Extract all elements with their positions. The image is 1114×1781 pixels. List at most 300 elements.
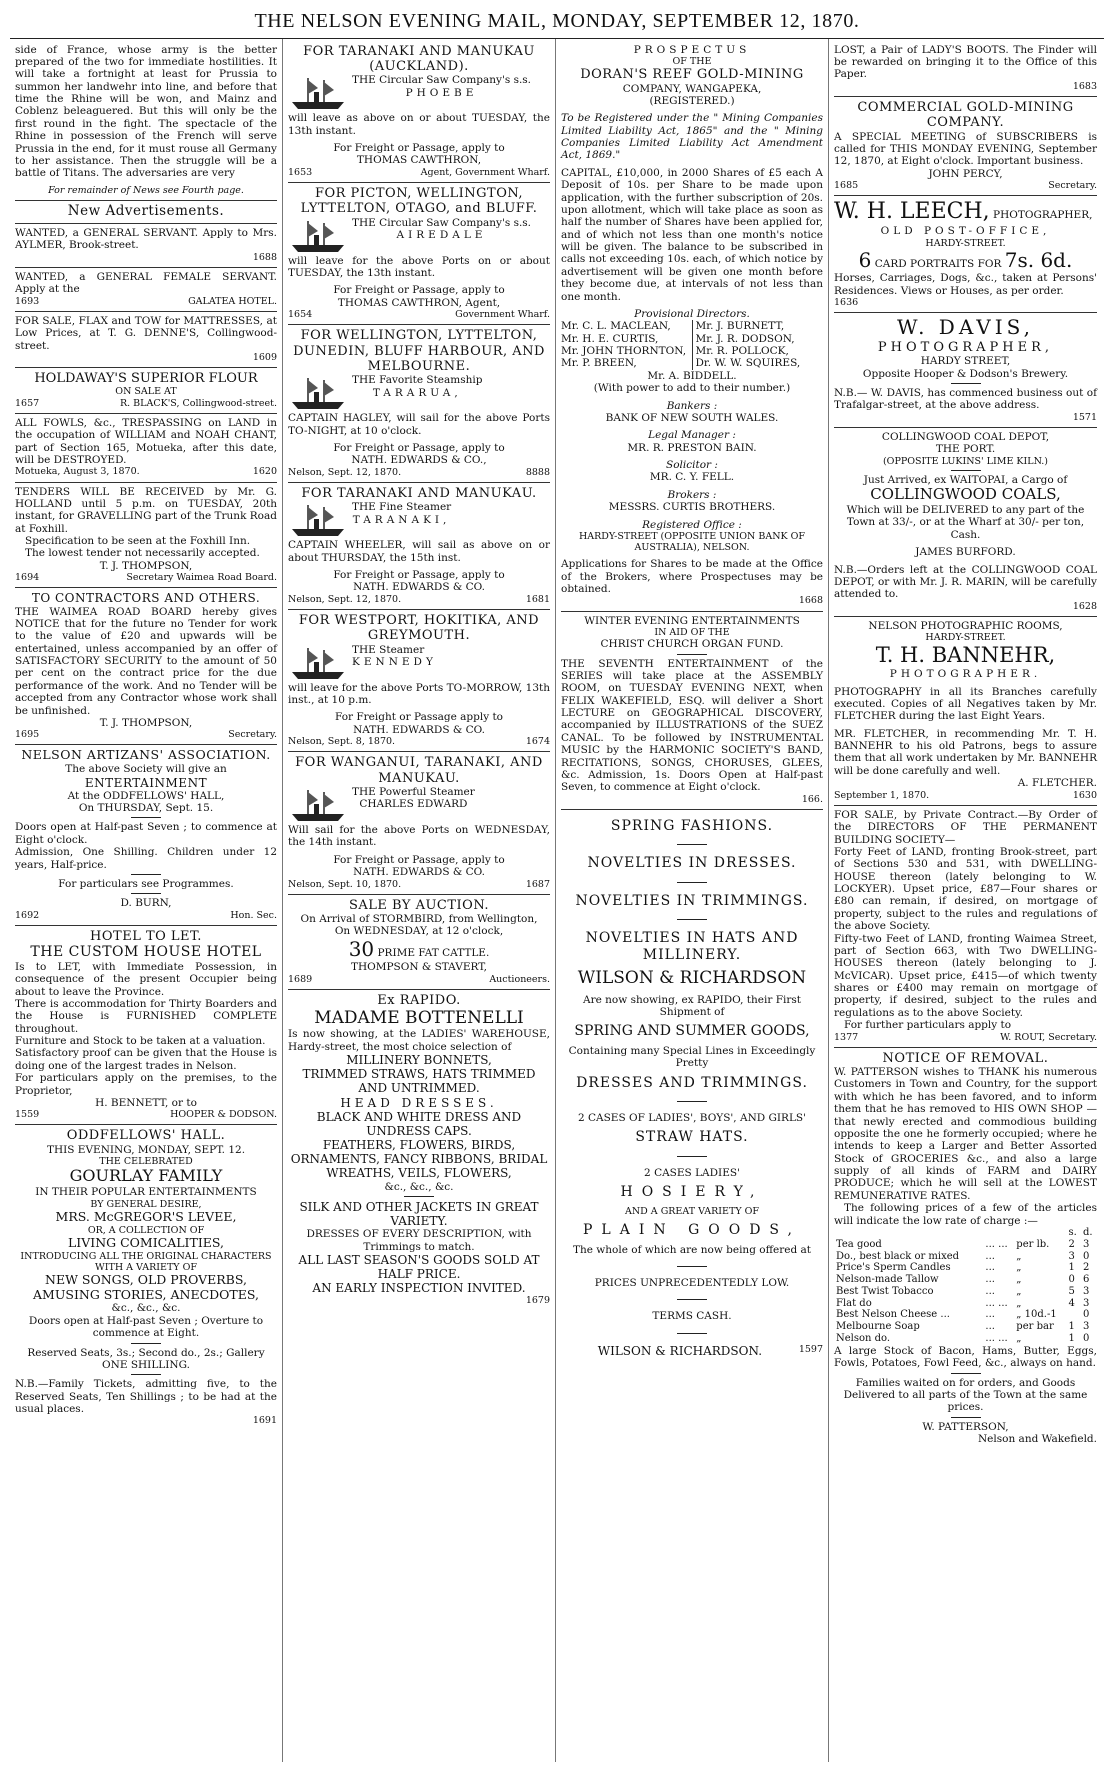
price-dots: ... ... [985, 1238, 1008, 1250]
contractors-role: Secretary. [228, 729, 277, 741]
charles-ship: CHARLES EDWARD [359, 798, 468, 811]
ad-kennedy [288, 610, 550, 752]
taranaki-intro: THE Fine Steamer [352, 501, 452, 514]
kennedy-text: will leave for the above Ports TO-MORROW, 13th inst., at 10 p.m. [288, 681, 550, 707]
phoebe-text: will leave as above on or about TUESDAY, the 13th instant. [288, 112, 550, 137]
boots-text: LOST, a Pair of LADY'S BOOTS. The Finder will be rewarded on bringing it to the Office of this Paper. [834, 43, 1097, 81]
price-unit: „ [1016, 1250, 1022, 1262]
oddfellows-l10: WITH A VARIETY OF [95, 1261, 197, 1273]
ad-number: 1653 [288, 166, 313, 178]
directors-power: (With power to add to their number.) [593, 382, 791, 395]
artizans-l1: The above Society will give an [65, 763, 227, 776]
tararua-title: FOR WELLINGTON, LYTTELTON, DUNEDIN, BLUFF HARBOUR, AND MELBOURNE. [293, 328, 545, 374]
oddfellows-l15: Reserved Seats, 3s.; Second do., 2s.; Gallery [27, 1346, 265, 1359]
fowls-date: Motueka, August 3, 1870. [15, 466, 140, 478]
director: Mr. R. POLLOCK, [695, 345, 789, 357]
columns [10, 38, 1104, 1762]
ad-commercial [834, 97, 1097, 196]
wilson-l10: STRAW HATS. [635, 1129, 749, 1146]
ad-artizans [15, 745, 277, 925]
ad-prospectus [561, 41, 823, 612]
price-row [834, 1321, 1097, 1333]
hotel-title: HOTEL TO LET. [90, 928, 202, 944]
price-row [834, 1239, 1097, 1251]
female-servant-text: WANTED, a GENERAL FEMALE SERVANT. Apply at the [15, 270, 277, 296]
price-dots: ... [985, 1321, 995, 1333]
commercial-role: Secretary. [1048, 180, 1097, 192]
price-item: Tea good [836, 1238, 882, 1250]
price-dots: ... ... [985, 1333, 1008, 1345]
tararua-intro: THE Favorite Steamship [352, 374, 483, 387]
oddfellows-l17: N.B.—Family Tickets, admitting five, to the Reserved Seats, Ten Shillings ; to be had at the usual places. [15, 1378, 277, 1416]
auction-agent: THOMPSON & STAVERT, [350, 961, 488, 974]
rapido-l4: BLACK AND WHITE DRESS AND UNDRESS CAPS. [316, 1109, 522, 1138]
tenders-text: TENDERS WILL BE RECEIVED by Mr. G. HOLLAND until 5 p.m. on TUESDAY, 20th instant, for GRAVELLING part of the Trunk Road at Foxhill. [15, 485, 277, 535]
rapido-l9: ALL LAST SEASON'S GOODS SOLD AT HALF PRICE. [298, 1252, 540, 1282]
ad-number: 1691 [252, 1415, 277, 1427]
news-text: side of France, whose army is the better prepared of the two for immediate hostilities. It will take a fortnight at least for Prussia to summon her landwehr into line, and before that time the Rhine will be won, and Mainz and Coblenz beleaguered. But this will only be the first round in the fight. The spectacle of the Rhine in possession of the French will serve Prussia in the end, for it must rouse all Germany to her assistance. Then the struggle will be a battle of Titans. The adversaries are very [15, 43, 277, 180]
ad-davis [834, 313, 1097, 428]
charles-title: FOR WANGANUI, TARANAKI, AND MANUKAU. [295, 755, 543, 786]
ad-number: 8888 [525, 466, 550, 478]
price-row [834, 1251, 1097, 1263]
artizans-admission: Admission, One Shilling. Children under 12 years, Half-price. [15, 846, 277, 871]
price-row [834, 1286, 1097, 1298]
price-d: 6 [1082, 1274, 1090, 1286]
wilson-l6: SPRING AND SUMMER GOODS, [574, 1023, 810, 1040]
kennedy-ship: KENNEDY [352, 656, 437, 669]
price-dots: ... [985, 1262, 995, 1274]
oddfellows-l1: THIS EVENING, MONDAY, SEPT. 12. [46, 1143, 246, 1156]
rapido-l7: SILK AND OTHER JACKETS IN GREAT VARIETY. [299, 1199, 539, 1229]
steamship-icon [288, 501, 348, 539]
removal-sign1: W. PATTERSON, [922, 1420, 1009, 1433]
taranaki-text: CAPTAIN WHEELER, will sail as above on or about THURSDAY, the 15th inst. [288, 539, 550, 564]
phoebe-role: Agent, Government Wharf. [420, 166, 550, 178]
rapido-intro: Is now showing, at the LADIES' WAREHOUSE, Hardy-street, the most choice selection of [288, 1028, 550, 1053]
tararua-text: CAPTAIN HAGLEY, will sail for the above Ports TO-NIGHT, at 10 o'clock. [288, 412, 550, 437]
hotel-p3: Furniture and Stock to be taken at a valuation. [15, 1035, 266, 1048]
director-last: Mr. A. BIDDELL. [647, 369, 737, 382]
artizans-role: Hon. Sec. [230, 909, 277, 921]
remainder-note: For remainder of News see Fourth page. [48, 184, 244, 196]
bannehr-date: September 1, 1870. [834, 789, 930, 801]
rapido-l2: TRIMMED STRAWS, HATS TRIMMED AND UNTRIMMED. [302, 1067, 536, 1096]
price-dots: ... ... [985, 1297, 1008, 1309]
oddfellows-l11: NEW SONGS, OLD PROVERBS, [45, 1271, 247, 1287]
fowls-text: ALL FOWLS, &c., TRESPASSING on LAND in the occupation of WILLIAM and NOAH CHANT, part of Section 165, Motueka, after this date, will be DESTROYED. [15, 416, 277, 466]
price-d: 3 [1082, 1238, 1090, 1250]
price-unit: „ [1016, 1274, 1022, 1286]
ad-number: 1695 [15, 729, 40, 741]
director: Mr. P. BREEN, [561, 357, 637, 370]
wilson-l16: PRICES UNPRECEDENTEDLY LOW. [594, 1276, 790, 1289]
wilson-l15: The whole of which are now being offered at [572, 1243, 812, 1256]
ad-number: 1679 [525, 1295, 550, 1307]
ad-tenders [15, 483, 277, 589]
price-d: 2 [1082, 1262, 1090, 1274]
rapido-l6: &c., &c., &c. [384, 1180, 454, 1193]
davis-title: W. DAVIS, [897, 315, 1034, 340]
auction-qty: 30 [348, 936, 375, 961]
brokers: MESSRS. CURTIS BROTHERS. [608, 501, 776, 514]
airedale-apply: For Freight or Passage, apply to [333, 284, 505, 297]
hotel-name: GALATEA HOTEL. [188, 295, 277, 307]
phoebe-ship: PHOEBE [405, 86, 478, 99]
price-row [834, 1274, 1097, 1286]
tararua-apply: For Freight or Passage, apply to [333, 442, 505, 455]
price-d: 0 [1082, 1333, 1090, 1345]
oddfellows-l16: ONE SHILLING. [102, 1358, 190, 1371]
phoebe-title: FOR TARANAKI AND MANUKAU (AUCKLAND). [303, 43, 535, 74]
ad-number: 1668 [798, 595, 823, 607]
ad-flax [15, 312, 277, 368]
wilson-l13: AND A GREAT VARIETY OF [625, 1205, 759, 1217]
wilson-name: WILSON & RICHARDSON [577, 968, 807, 989]
rapido-title: Ex RAPIDO. [377, 993, 461, 1008]
oddfellows-l13: &c., &c., &c. [111, 1302, 181, 1315]
price-unit: „ [1016, 1262, 1022, 1274]
hotel-p1: Is to LET, with Immediate Possession, in consequence of the present Occupier being about to leave the Province. [15, 960, 277, 998]
ad-lost-boots [834, 41, 1097, 97]
prospectus-title: DORAN'S REEF GOLD-MINING [580, 67, 804, 83]
ad-number: 1628 [1072, 600, 1097, 612]
bannehr-sign: A. FLETCHER. [1017, 777, 1097, 790]
director: Mr. H. E. CURTIS, [561, 332, 659, 345]
airedale-agent: THOMAS CAWTHRON, Agent, [337, 296, 501, 309]
section-title: New Advertisements. [15, 201, 277, 224]
auction-l1: On Arrival of STORMBIRD, from Wellington, [300, 913, 538, 926]
airedale-intro: THE Circular Saw Company's s.s. [352, 216, 532, 229]
oddfellows-l2: THE CELEBRATED [99, 1156, 193, 1168]
charles-apply: For Freight or Passage, apply to [333, 853, 505, 866]
price-d: 3 [1082, 1297, 1090, 1309]
price-item: Nelson do. [836, 1333, 891, 1345]
bannehr-l1: NELSON PHOTOGRAPHIC ROOMS, [868, 619, 1063, 632]
ad-number: 1689 [288, 973, 313, 985]
ad-number: 1692 [15, 909, 40, 921]
price-dots: ... [985, 1274, 995, 1286]
price-item: Best Twist Tobacco [836, 1285, 934, 1297]
ad-building-society [834, 806, 1097, 1048]
ad-auction [288, 895, 550, 990]
column-1 [10, 39, 283, 1762]
leech-text: Horses, Carriages, Dogs, &c., taken at Persons' Residences. Views or Houses, as per order. [834, 272, 1097, 297]
director: Mr. J. BURNETT, [695, 320, 785, 333]
wilson-l8: DRESSES AND TRIMMINGS. [576, 1074, 808, 1091]
ad-number: 1683 [1072, 80, 1097, 92]
commercial-name: JOHN PERCY, [928, 167, 1003, 180]
removal-stock: A large Stock of Bacon, Hams, Butter, Eggs, Fowls, Potatoes, Fowl Feed, &c., always on hand. [834, 1344, 1097, 1370]
brokers-title: Brokers : [667, 488, 717, 501]
prospectus-capital: CAPITAL, £10,000, in 2000 Shares of £5 each A Deposit of 10s. per Share to be made upon application, with the further subscription of 20s. upon allotment, which will take place as soon as half the number of Shares have been applied for, and of which not less than one month's notice will be given. The balance to be subscribed in calls not exceeding 10s. each, of which notice by advertisement will be given one month before they become due, at intervals of not less than one month. [561, 166, 823, 303]
ad-number: 1657 [15, 397, 40, 409]
auction-l3: PRIME FAT CATTLE. [377, 946, 490, 959]
price-item: Best Nelson Cheese ... [836, 1309, 950, 1321]
holdaway-sub: ON SALE AT [115, 386, 177, 398]
wilson-l14: PLAIN GOODS, [583, 1222, 801, 1239]
price-unit: „ [1016, 1297, 1022, 1309]
price-s: 2 [1068, 1238, 1075, 1250]
director: Mr. J. R. DODSON, [695, 332, 795, 345]
removal-sign2: Nelson and Wakefield. [977, 1433, 1097, 1446]
sale-p3: For further particulars apply to [844, 1019, 1012, 1032]
hotel-n2: HOOPER & DODSON. [170, 1109, 277, 1121]
oddfellows-title: ODDFELLOWS' HALL. [66, 1128, 226, 1144]
taranaki-place: Nelson, Sept. 12, 1870. [288, 593, 402, 605]
price-item: Nelson-made Tallow [836, 1274, 939, 1286]
column-2 [283, 39, 556, 1762]
director: Mr. C. L. MACLEAN, [561, 320, 671, 333]
price-dots: ... [985, 1285, 995, 1297]
hotel-name: THE CUSTOM HOUSE HOTEL [30, 944, 262, 961]
taranaki-ship: TARANAKI, [352, 513, 451, 526]
artizans-title: NELSON ARTIZANS' ASSOCIATION. [21, 747, 271, 763]
prospectus-reg: (REGISTERED.) [649, 94, 735, 107]
oddfellows-l14: Doors open at Half-past Seven ; Overture to commence at Eight. [28, 1314, 264, 1340]
bannehr-p2: MR. FLETCHER, in recommending Mr. T. H. BANNEHR to his old Patrons, begs to assure them that all work undertaken by Mr. BANNEHR will be done carefully and well. [834, 727, 1097, 777]
taranaki-agent: NATH. EDWARDS & CO. [353, 581, 485, 594]
ad-wilson-richardson [561, 810, 823, 1362]
ad-number: 1636 [834, 297, 859, 309]
price-s: 0 [1068, 1274, 1075, 1286]
wilson-l18: WILSON & RICHARDSON. [597, 1343, 763, 1358]
taranaki-apply: For Freight or Passage, apply to [333, 569, 505, 582]
ad-number: 1559 [15, 1109, 40, 1121]
leech-title: W. H. LEECH, [834, 199, 990, 225]
oddfellows-l9: INTRODUCING ALL THE ORIGINAL CHARACTERS [20, 1250, 272, 1262]
steamship-icon [288, 217, 348, 255]
ad-taranaki [288, 483, 550, 610]
ad-oddfellows [15, 1125, 277, 1430]
winter-l1: WINTER EVENING ENTERTAINMENTS [584, 614, 800, 627]
wilson-l2: NOVELTIES IN DRESSES. [587, 855, 797, 872]
ad-number: 1377 [834, 1031, 859, 1043]
phoebe-intro: THE Circular Saw Company's s.s. [352, 74, 532, 87]
steamship-icon [288, 786, 348, 824]
price-unit: „ [1016, 1333, 1022, 1345]
removal-text: W. PATTERSON wishes to THANK his numerous Customers in Town and Country, for the support with which he has been favored, and to inform them that he has removed to HIS OWN SHOP — that newly erected and commodious building opposite the one he formerly occupied; where he intends to keep a Larger and Better Assorted Stock of GROCERIES &c., and also a large supply of all kinds of FARM and DAIRY PRODUCE; which he will sell at the LOWEST REMUNERATIVE RATES. [834, 1066, 1097, 1202]
kennedy-agent: NATH. EDWARDS & CO. [353, 723, 485, 736]
contractors-text: THE WAIMEA ROAD BOARD hereby gives NOTICE that for the future no Tender for work to the value of £20 and upwards will be entertained, unless accompanied by an offer of SATISFACTORY SECURITY to the amount of 50 per cent on the contract price for the due performance of the work. And no Tender will be accepted from any Contractor whose work shall be unfinished. [15, 605, 277, 717]
bannehr-l2: HARDY-STREET. [925, 632, 1006, 644]
tararua-place: Nelson, Sept. 12, 1870. [288, 466, 402, 478]
oddfellows-l3: GOURLAY FAMILY [69, 1166, 223, 1186]
price-s [1067, 1309, 1081, 1321]
charles-intro: THE Powerful Steamer [352, 786, 475, 799]
price-d: 3 [1082, 1321, 1090, 1333]
wilson-l1: SPRING FASHIONS. [610, 817, 774, 834]
ad-airedale [288, 183, 550, 325]
charles-place: Nelson, Sept. 10, 1870. [288, 878, 402, 890]
ad-number: 1597 [798, 1343, 823, 1355]
rapido-l3: HEAD DRESSES. [340, 1095, 498, 1110]
charles-agent: NATH. EDWARDS & CO. [353, 866, 485, 879]
airedale-role: Government Wharf. [455, 309, 550, 321]
price-head-s: s. [1068, 1226, 1077, 1238]
price-s: 5 [1068, 1285, 1075, 1297]
prospectus-l2: OF THE [672, 55, 712, 67]
kennedy-place: Nelson, Sept. 8, 1870. [288, 736, 396, 748]
wilson-l5: Are now showing, ex RAPIDO, their First Shipment of [583, 993, 801, 1018]
tararua-ship: TARARUA, [372, 386, 462, 399]
price-item: Melbourne Soap [836, 1321, 920, 1333]
removal-text2: The following prices of a few of the articles will indicate the low rate of charge :— [834, 1202, 1097, 1227]
ad-number: 1630 [1072, 789, 1097, 801]
taranaki-title: FOR TARANAKI AND MANUKAU. [301, 486, 537, 501]
price-s: 1 [1068, 1333, 1075, 1345]
tenders-role: Secretary Waimea Road Board. [126, 572, 277, 584]
winter-l3: CHRIST CHURCH ORGAN FUND. [600, 638, 784, 651]
servant-text: WANTED, a GENERAL SERVANT. Apply to Mrs. AYLMER, Brook-street. [15, 226, 277, 252]
airedale-text: will leave for the above Ports on or about TUESDAY, the 13th instant. [288, 254, 550, 279]
artizans-l4: On THURSDAY, Sept. 15. [78, 802, 214, 815]
price-s: 1 [1068, 1321, 1075, 1333]
price-unit: per bar [1016, 1321, 1054, 1333]
price-dots: ... [985, 1250, 995, 1262]
sale-p2: Fifty-two Feet of LAND, fronting Waimea Street, part of Section 663, with Two DWELLING-HOUSES thereon (lately belonging to J. McVICAR). Upset price, £415—of which twenty shares or £400 may remain on mortgage of property, if desired, subject to the rules and regulations as to the above Society. [834, 932, 1097, 1019]
removal-title: NOTICE OF REMOVAL. [882, 1050, 1049, 1066]
winter-l2: IN AID OF THE [654, 626, 730, 638]
wilson-l11: 2 CASES LADIES' [644, 1166, 740, 1179]
directors-title: Provisional Directors. [634, 307, 750, 320]
ad-number: 1681 [525, 593, 550, 605]
ad-bannehr [834, 617, 1097, 806]
flax-text: FOR SALE, FLAX and TOW for MATTRESSES, at Low Prices, at T. G. DENNE'S, Collingwood-street. [15, 314, 277, 352]
charles-text: Will sail for the above Ports on WEDNESDAY, the 14th instant. [288, 824, 550, 849]
ad-contractors [15, 588, 277, 745]
airedale-ship: AIREDALE [396, 228, 487, 241]
ad-tararua [288, 325, 550, 483]
ad-holdaway [15, 368, 277, 414]
prospectus-intro: To be Registered under the " Mining Companies Limited Liability Act, 1865" and the " Mining Companies Limited Liability Act Amendment Act, 1869." [561, 112, 823, 162]
artizans-l3: At the ODDFELLOWS' HALL, [67, 789, 225, 802]
ad-charles-edward [288, 752, 550, 894]
oddfellows-l4: IN THEIR POPULAR ENTERTAINMENTS [35, 1186, 257, 1199]
prospectus-l1: PROSPECTUS [633, 43, 751, 56]
contractors-name: T. J. THOMPSON, [99, 716, 193, 729]
ad-hotel [15, 926, 277, 1126]
price-list [834, 1227, 1097, 1345]
price-s: 1 [1068, 1262, 1075, 1274]
steamship-icon [288, 374, 348, 412]
ad-number: 1687 [525, 878, 550, 890]
prospectus-apply: Applications for Shares to be made at the Office of the Brokers, where Prospectuses may be obtained. [561, 558, 823, 596]
column-3 [556, 39, 829, 1762]
coal-l3: (OPPOSITE LUKINS' LIME KILN.) [882, 455, 1049, 467]
auction-title: SALE BY AUCTION. [348, 897, 490, 913]
masthead: THE NELSON EVENING MAIL, MONDAY, SEPTEMBER 12, 1870. [254, 10, 860, 32]
leech-price-mid: CARD PORTRAITS FOR [874, 257, 1002, 270]
price-d: 3 [1082, 1285, 1090, 1297]
artizans-name: D. BURN, [120, 897, 172, 910]
wilson-l4: NOVELTIES IN HATS AND MILLINERY. [585, 930, 799, 963]
hotel-p2: There is accommodation for Thirty Boarders and the House is FURNISHED COMPLETE throughout. [15, 997, 277, 1035]
coal-l6: Which will be DELIVERED to any part of the Town at 33/-, or at the Wharf at 30/- per ton, Cash. [846, 504, 1085, 541]
coal-name: JAMES BURFORD. [915, 546, 1016, 559]
hotel-p4: Satisfactory proof can be given that the House is doing one of the largest trades in Nelson. [15, 1047, 277, 1072]
price-item: Do., best black or mixed [836, 1250, 960, 1262]
price-s: 3 [1068, 1250, 1075, 1262]
leech-l1: OLD POST-OFFICE, [880, 225, 1051, 238]
ad-servant [15, 224, 277, 268]
price-row [834, 1309, 1097, 1321]
oddfellows-l8: LIVING COMICALITIES, [68, 1234, 224, 1250]
ad-number: 1654 [288, 309, 313, 321]
removal-families: Families waited on for orders, and Goods Delivered to all parts of the Town at the same prices. [843, 1376, 1088, 1414]
wilson-l9: 2 CASES OF LADIES', BOYS', AND GIRLS' [577, 1112, 807, 1125]
rapido-l8: DRESSES OF EVERY DESCRIPTION, with Trimmings to match. [306, 1228, 532, 1253]
sale-intro: FOR SALE, by Private Contract.—By Order of the DIRECTORS OF THE PERMANENT BUILDING SOCIETY— [834, 808, 1097, 846]
auction-role: Auctioneers. [489, 973, 550, 985]
bankers-title: Bankers : [666, 399, 718, 412]
coal-l1: COLLINGWOOD COAL DEPOT, [881, 430, 1050, 443]
commercial-title: COMMERCIAL GOLD-MINING COMPANY. [857, 99, 1074, 131]
oddfellows-l7: OR, A COLLECTION OF [87, 1224, 205, 1236]
price-item: Price's Sperm Candles [836, 1262, 951, 1274]
sale-name: W. ROUT, Secretary. [1000, 1031, 1097, 1043]
auction-l2: On WEDNESDAY, at 12 o'clock, [334, 925, 504, 938]
artizans-doors: Doors open at Half-past Seven ; to commence at Eight o'clock. [15, 821, 277, 846]
sale-p1: Forty Feet of LAND, fronting Brook-street, part of Sections 530 and 531, with DWELLING-HOUSE thereon (lately belonging to W. LOCKYER). Upset price, £87—Four shares or £80 can remain, if desired, on mortgage of property, subject to the rules and regulations of the above Society. [834, 845, 1097, 933]
oddfellows-l6: MRS. McGREGOR'S LEVEE, [55, 1208, 237, 1224]
coal-l2: THE PORT. [935, 443, 996, 456]
coal-l4: Just Arrived, ex WAITOPAI, a Cargo of [863, 473, 1068, 486]
office: HARDY-STREET (OPPOSITE UNION BANK OF AUSTRALIA), NELSON. [578, 530, 806, 554]
holdaway-place: R. BLACK'S, Collingwood-street. [119, 397, 277, 409]
price-d: 0 [1082, 1309, 1090, 1321]
leech-price-pre: 6 [858, 247, 872, 272]
price-dots: ... [985, 1309, 995, 1321]
price-unit: „ 10d.-1 [1016, 1309, 1057, 1321]
solicitor-title: Solicitor : [666, 459, 718, 471]
tararua-agent: NATH. EDWARDS & CO., [351, 454, 487, 467]
artizans-l2: ENTERTAINMENT [84, 775, 208, 790]
commercial-text: A SPECIAL MEETING of SUBSCRIBERS is called for THIS MONDAY EVENING, September 12, 1870, at Eight o'clock. Important business. [834, 130, 1097, 168]
rapido-l5: FEATHERS, FLOWERS, BIRDS, ORNAMENTS, FANCY RIBBONS, BRIDAL WREATHS, VEILS, FLOWERS, [290, 1138, 548, 1181]
wilson-l17: TERMS CASH. [652, 1310, 732, 1323]
office-title: Registered Office : [642, 518, 742, 531]
ad-removal [834, 1048, 1097, 1450]
davis-l3: Opposite Hooper & Dodson's Brewery. [862, 367, 1069, 380]
leech-price: 7s. 6d. [1004, 247, 1073, 272]
davis-text: N.B.— W. DAVIS, has commenced business out of Trafalgar-street, at the above address. [834, 387, 1097, 412]
leech-l2: HARDY-STREET. [925, 237, 1006, 249]
director: Mr. JOHN THORNTON, [561, 345, 687, 357]
rapido-l1: MILLINERY BONNETS, [346, 1053, 492, 1068]
ad-bottenelli [288, 990, 550, 1311]
price-d: 0 [1082, 1250, 1090, 1262]
artizans-particulars: For particulars see Programmes. [58, 877, 234, 890]
ad-number: 166. [801, 793, 823, 805]
bannehr-name: T. H. BANNEHR, [875, 643, 1056, 668]
kennedy-apply: For Freight or Passage apply to [334, 711, 504, 724]
prospectus-sub: COMPANY, WANGAPEKA, [622, 82, 762, 95]
phoebe-apply: For Freight or Passage, apply to [333, 142, 505, 154]
ad-leech [834, 196, 1097, 313]
wilson-l7: Containing many Special Lines in Exceedingly Pretty [568, 1044, 816, 1070]
ad-winter-entertainments [561, 612, 823, 810]
ad-number: 1694 [15, 572, 40, 584]
director: Dr. W. W. SQUIRES, [695, 357, 801, 370]
ad-coal [834, 428, 1097, 617]
price-unit: per lb. [1016, 1238, 1050, 1250]
winter-text: THE SEVENTH ENTERTAINMENT of the SERIES will take place at the ASSEMBLY ROOM, on TUESDAY EVENING NEXT, when FELIX WAKEFIELD, ESQ. will deliver a Short LECTURE on GEOGRAPHICAL DISCOVERY, accompanied by ILLUSTRATIONS of the SUEZ CANAL. To be followed by INSTRUMENTAL MUSIC by the HARMONIC SOCIETY'S BAND, RECITATIONS, SONGS, CHORUSES, GLEES, &c. Admission, 1s. Doors Open at Half-past Seven, to commence at Eight o'clock. [561, 657, 823, 794]
rapido-name: MADAME BOTTENELLI [314, 1008, 524, 1029]
kennedy-title: FOR WESTPORT, HOKITIKA, AND GREYMOUTH. [298, 613, 540, 644]
legal-title: Legal Manager : [648, 429, 736, 442]
directors-list [561, 320, 823, 370]
